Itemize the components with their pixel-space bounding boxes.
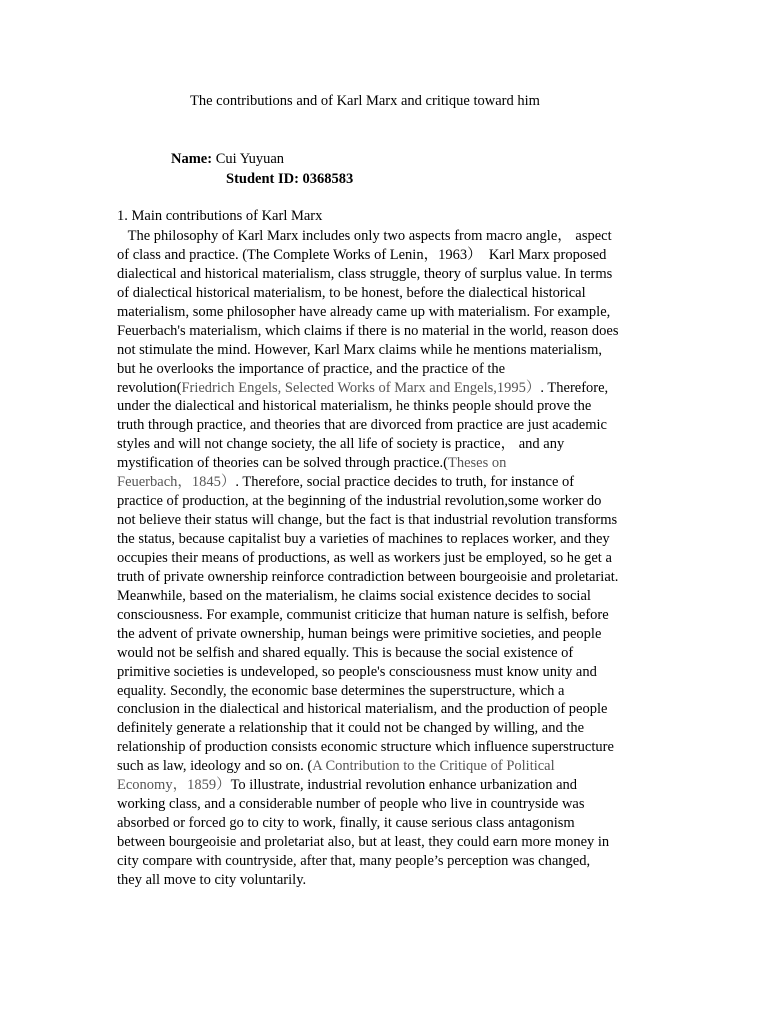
name-label: Name: — [171, 151, 213, 167]
body-line: absorbed or forced go to city to work, finally, it cause serious class antagonism — [117, 815, 575, 832]
name-value: Cui Yuyuan — [212, 151, 285, 167]
section-heading: 1. Main contributions of Karl Marx — [117, 208, 323, 224]
citation: Friedrich Engels, Selected Works of Marx and Engels,1995） — [181, 379, 541, 396]
body-line: practice of production, at the beginning of the industrial revolution,some worker do — [117, 493, 602, 510]
student-id-line: Student ID: 0368583 — [226, 171, 354, 187]
body-line: Feuerbach's materialism, which claims if there is no material in the world, reason does — [117, 322, 619, 339]
body-line: consciousness. For example, communist criticize that human nature is selfish, before — [117, 606, 609, 623]
body-line: working class, and a considerable number of people who live in countryside was — [117, 796, 585, 813]
body-line: of class and practice. (The Complete Works of Lenin，1963） Karl Marx proposed — [117, 246, 607, 263]
body-line: not stimulate the mind. However, Karl Marx claims while he mentions materialism, — [117, 341, 603, 358]
body-paragraph — [117, 227, 657, 890]
citation: Theses on — [447, 455, 507, 472]
citation: A Contribution to the Critique of Political — [312, 758, 555, 775]
body-line: not believe their status will change, but the fact is that industrial revolution transforms — [117, 512, 618, 529]
body-text: such as law, ideology and so on. ( — [117, 758, 313, 775]
body-line: styles and will not change society, the all life of society is practice， and any — [117, 436, 565, 453]
body-line: conclusion in the dialectical and historical materialism, and the production of people — [117, 701, 608, 718]
body-text: . Therefore, — [540, 379, 609, 396]
body-line: primitive societies is undeveloped, so people's consciousness must know unity and — [117, 663, 597, 680]
body-line: truth of private ownership reinforce contradiction between bourgeoisie and proletariat. — [117, 568, 619, 585]
body-line — [117, 757, 657, 776]
body-line: definitely generate a relationship that it could not be changed by willing, and the — [117, 720, 585, 737]
body-line: between bourgeoisie and proletariat also, but at least, they could earn more money in — [117, 834, 610, 850]
body-text: mystification of theories can be solved through practice.( — [117, 455, 448, 472]
body-line: materialism, some philosopher have already came up with materialism. For example, — [117, 303, 611, 320]
body-line: the advent of private ownership, human beings were primitive societies, and people — [117, 625, 602, 642]
body-line: city compare with countryside, after that, many people’s perception was changed, — [117, 852, 591, 869]
body-line: occupies their means of productions, as well as workers just be employed, so he get a — [117, 549, 612, 566]
body-text: . Therefore, social practice decides to truth, for instance of — [235, 474, 575, 491]
body-line: would not be selfish and shared equally. This is because the social existence of — [117, 644, 574, 661]
body-line: under the dialectical and historical materialism, he thinks people should prove the — [117, 398, 592, 415]
citation: Feuerbach，1845） — [117, 474, 236, 491]
body-line: but he overlooks the importance of practice, and the practice of the — [117, 360, 506, 377]
body-line — [117, 379, 657, 398]
body-line: equality. Secondly, the economic base determines the superstructure, which a — [117, 682, 565, 699]
citation: Economy，1859） — [117, 777, 231, 794]
body-line: dialectical and historical materialism, class struggle, theory of surplus value. In terms — [117, 265, 613, 282]
author-name-line — [171, 151, 284, 168]
body-text: revolution( — [117, 379, 182, 396]
body-text: To illustrate, industrial revolution enhance urbanization and — [230, 777, 578, 794]
document-title: The contributions and of Karl Marx and critique toward him — [190, 93, 540, 109]
body-line — [117, 776, 657, 795]
body-line — [117, 473, 657, 492]
body-line: Meanwhile, based on the materialism, he claims social existence decides to social — [117, 587, 591, 604]
body-line: relationship of production consists economic structure which influence superstructure — [117, 739, 614, 756]
body-line: The philosophy of Karl Marx includes only two aspects from macro angle， aspect — [117, 228, 612, 244]
body-line: the status, because capitalist buy a varieties of machines to replaces worker, and they — [117, 531, 610, 547]
body-line — [117, 454, 657, 473]
body-line: of dialectical historical materialism, to be honest, before the dialectical historical — [117, 284, 586, 301]
body-line: they all move to city voluntarily. — [117, 871, 307, 888]
body-line: truth through practice, and theories that are divorced from practice are just academic — [117, 417, 607, 434]
